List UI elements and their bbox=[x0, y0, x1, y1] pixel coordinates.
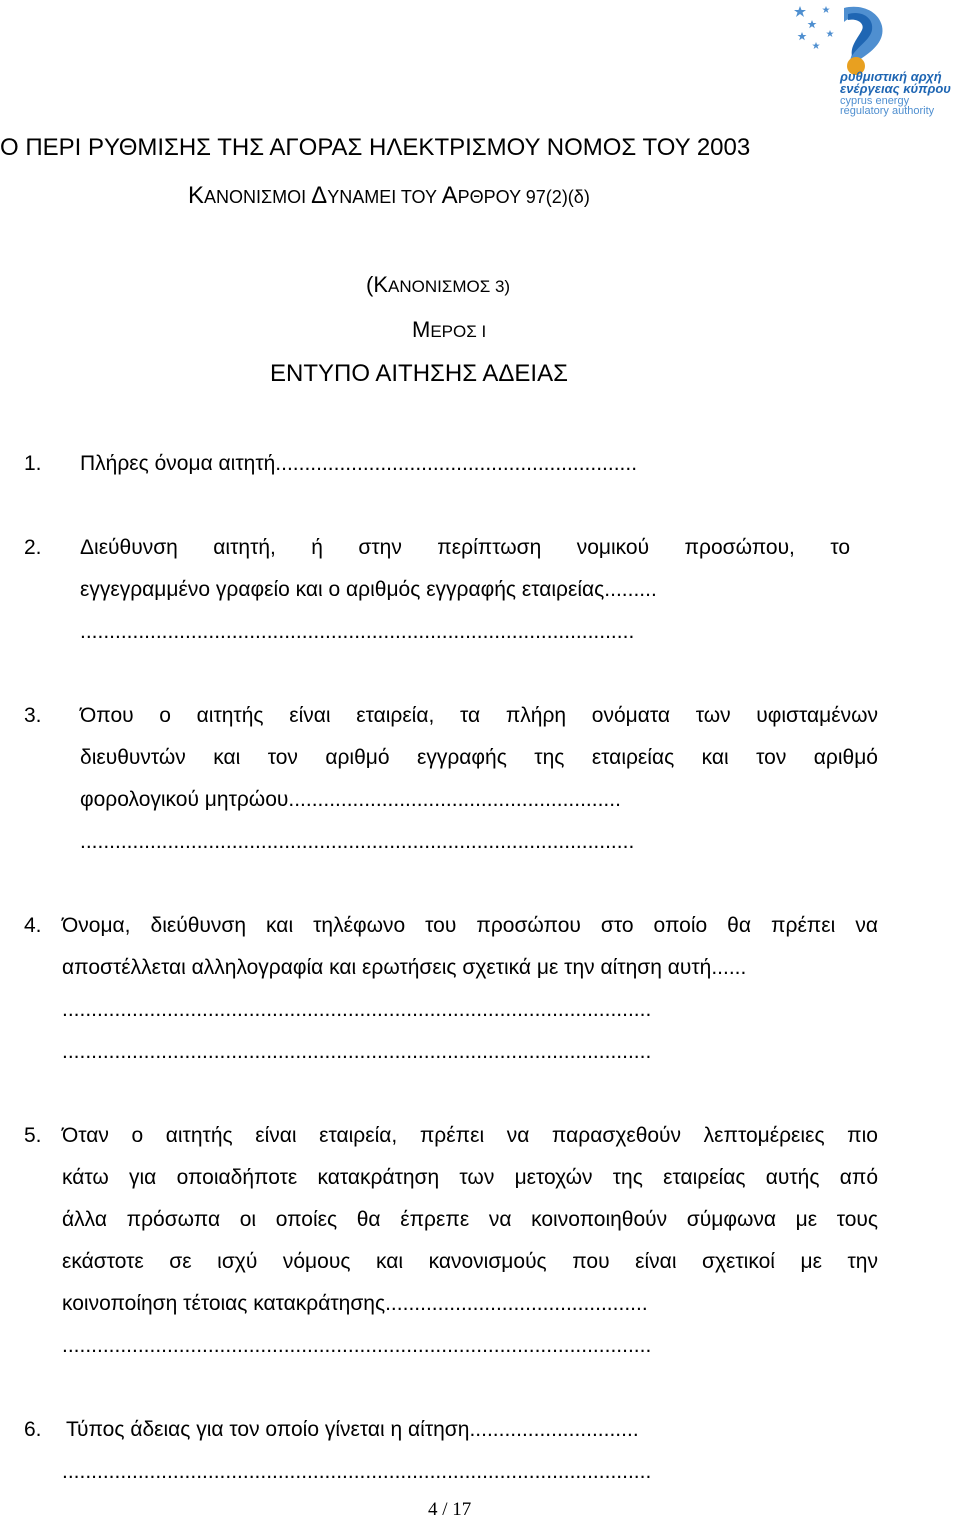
item-5-line-6: ..................................................................................................... bbox=[62, 1334, 652, 1357]
logo-line3: cyprus energy bbox=[840, 95, 910, 107]
item-5-line-1: Όταν ο αιτητής είναι εταιρεία, πρέπει να παρασχεθούν λεπτομέρειες πιο bbox=[62, 1124, 878, 1147]
item-6-number: 6. bbox=[24, 1418, 42, 1441]
regulation-part: (Κ bbox=[366, 272, 388, 297]
subtitle-part: Κ bbox=[188, 182, 205, 209]
item-4-line-4: ..................................................................................................... bbox=[62, 1040, 652, 1063]
logo-line1: ρυθμιστική αρχή bbox=[840, 69, 942, 84]
item-5-number: 5. bbox=[24, 1124, 42, 1147]
subtitle-part: ΡΘΡΟΥ 97(2)(δ) bbox=[457, 187, 590, 207]
item-5-line-5: κοινοποίηση τέτοιας κατακράτησης............................................. bbox=[62, 1292, 648, 1315]
subtitle-part: ΑΝΟΝΙΣΜΟΙ bbox=[204, 187, 312, 207]
item-4-line-3: ..................................................................................................... bbox=[62, 998, 652, 1021]
item-5-line-2: κάτω για οποιαδήποτε κατακράτηση των μετοχών της εταιρείας αυτής από bbox=[62, 1166, 878, 1189]
logo-line2: ενέργειας κύπρου bbox=[840, 81, 951, 96]
part-heading-part: ΕΡΟΣ Ι bbox=[430, 322, 487, 341]
item-2-line-2: εγγεγραμμένο γραφείο και ο αριθμός εγγραφής εταιρείας......... bbox=[80, 578, 657, 601]
form-title: ΕΝΤΥΠΟ ΑΙΤΗΣΗΣ ΑΔΕΙΑΣ bbox=[270, 360, 568, 387]
item-3-line-1: Όπου ο αιτητής είναι εταιρεία, τα πλήρη ονόματα των υφισταμένων bbox=[80, 704, 878, 727]
subtitle-part: ΥΝΑΜΕΙ ΤΟΥ bbox=[327, 187, 442, 207]
regulations-subtitle bbox=[188, 182, 590, 211]
regulation-number bbox=[366, 272, 510, 300]
item-4-number: 4. bbox=[24, 914, 42, 937]
regulation-part: ΑΝΟΝΙΣΜΟΣ 3) bbox=[388, 277, 511, 296]
item-5-line-4: εκάστοτε σε ισχύ νόμους και κανονισμούς που είναι σχετικοί με την bbox=[62, 1250, 878, 1273]
part-heading bbox=[412, 317, 486, 345]
subtitle-part: Δ bbox=[311, 182, 328, 209]
item-2-line-1: Διεύθυνση αιτητή, ή στην περίπτωση νομικού προσώπου, το bbox=[80, 536, 850, 559]
item-2-line-3: ............................................................................................... bbox=[80, 620, 635, 643]
item-3-number: 3. bbox=[24, 704, 42, 727]
logo-emblem bbox=[794, 6, 882, 75]
item-1-number: 1. bbox=[24, 452, 42, 475]
item-6-line-1: Τύπος άδειας για τον οποίο γίνεται η αίτηση............................. bbox=[66, 1418, 639, 1441]
logo-line4: regulatory authority bbox=[840, 105, 935, 117]
item-3-line-2: διευθυντών και τον αριθμό εγγραφής της εταιρείας και τον αριθμό bbox=[80, 746, 878, 769]
item-1-text: Πλήρες όνομα αιτητή.............................................................. bbox=[80, 452, 638, 475]
part-heading-part: Μ bbox=[412, 317, 431, 342]
item-2-number: 2. bbox=[24, 536, 42, 559]
cera-logo bbox=[786, 0, 960, 118]
subtitle-part: Α bbox=[441, 182, 458, 209]
item-3-line-3: φορολογικού μητρώου......................................................... bbox=[80, 788, 621, 811]
item-4-line-1: Όνομα, διεύθυνση και τηλέφωνο του προσώπου στο οποίο θα πρέπει να bbox=[62, 914, 878, 937]
item-6-line-2: ..................................................................................................... bbox=[62, 1460, 652, 1483]
item-4-line-2: αποστέλλεται αλληλογραφία και ερωτήσεις σχετικά με την αίτηση αυτή...... bbox=[62, 956, 747, 979]
page-number: 4 / 17 bbox=[428, 1499, 472, 1520]
item-5-line-3: άλλα πρόσωπα οι οποίες θα έπρεπε να κοινοποιηθούν σύμφωνα με τους bbox=[62, 1208, 878, 1231]
item-3-line-4: ............................................................................................... bbox=[80, 830, 635, 853]
law-title: Ο ΠΕΡΙ ΡΥΘΜΙΣΗΣ ΤΗΣ ΑΓΟΡΑΣ ΗΛΕΚΤΡΙΣΜΟΥ ΝΟΜΟΣ ΤΟΥ 2003 bbox=[0, 134, 751, 161]
